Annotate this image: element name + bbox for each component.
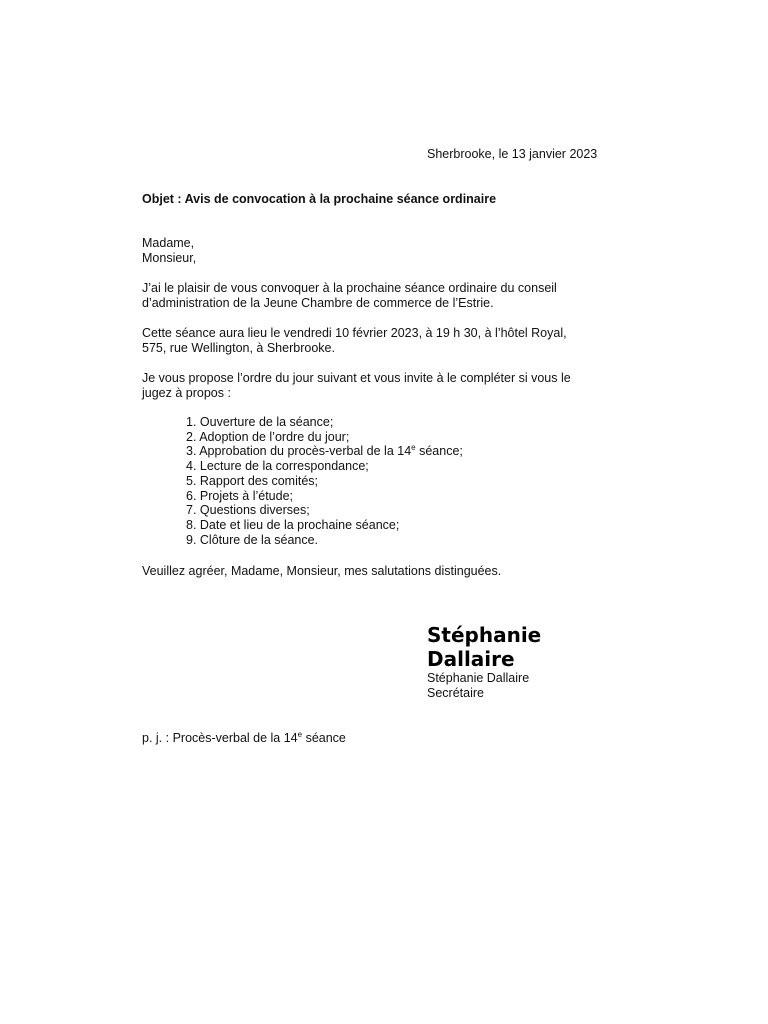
closing-formula: Veuillez agréer, Madame, Monsieur, mes salutations distinguées. [142,564,502,578]
agenda-item: 6. Projets à l’étude; [186,488,294,503]
agenda-item-text: séance; [415,444,463,459]
subject-line: Objet : Avis de convocation à la prochaine séance ordinaire [142,192,497,206]
agenda-item: 7. Questions diverses; [186,503,310,518]
signature-script-line: Dallaire [427,647,515,671]
signature-block [427,623,541,700]
paragraph-line: Je vous propose l’ordre du jour suivant et vous invite à le compléter si vous le [142,371,571,385]
agenda-item: 2. Adoption de l’ordre du jour; [186,429,350,444]
salutation-line: Madame, [142,236,195,250]
enclosure-text: séance [302,731,346,745]
agenda-item-text: 3. Approbation du procès-verbal de la 14 [186,444,412,459]
signatory-name: Stéphanie Dallaire [427,671,530,685]
ordinal-superscript: e [297,729,303,739]
salutation-line: Monsieur, [142,250,197,265]
paragraph-convocation [142,281,592,310]
agenda-item: 4. Lecture de la correspondance; [186,459,369,474]
date-line: Sherbrooke, le 13 janvier 2023 [427,147,598,161]
ordinal-superscript: e [411,443,416,453]
signatory-title: Secrétaire [427,685,484,700]
enclosure-note [142,731,346,746]
paragraph-line: d’administration de la Jeune Chambre de commerce de l’Estrie. [142,295,494,310]
paragraph-line: 575, rue Wellington, à Sherbrooke. [142,340,335,355]
agenda-item: 1. Ouverture de la séance; [186,415,334,429]
agenda-item: 5. Rapport des comités; [186,473,319,488]
paragraph-agenda-intro [142,371,592,400]
agenda-item: 9. Clôture de la séance. [186,532,319,547]
paragraph-line: Cette séance aura lieu le vendredi 10 février 2023, à 19 h 30, à l’hôtel Royal, [142,326,567,340]
agenda-item [186,444,463,459]
paragraph-meeting-details [142,326,592,355]
signature-script-line: Stéphanie [427,623,542,647]
agenda-list [186,415,463,547]
agenda-item: 8. Date et lieu de la prochaine séance; [186,517,400,532]
paragraph-line: J’ai le plaisir de vous convoquer à la prochaine séance ordinaire du conseil [142,281,557,295]
handwritten-signature [427,623,541,671]
paragraph-line: jugez à propos : [142,385,231,400]
salutation [142,236,196,265]
enclosure-text: p. j. : Procès-verbal de la 14 [142,731,298,745]
